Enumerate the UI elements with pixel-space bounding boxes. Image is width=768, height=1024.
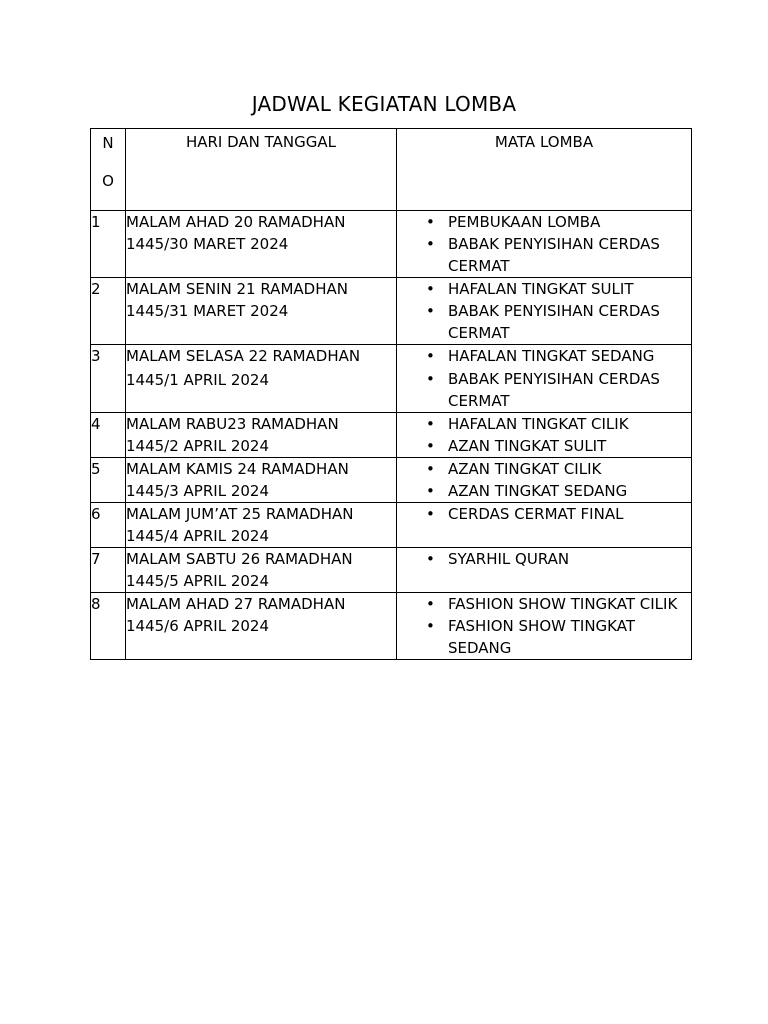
event-item: • AZAN TINGKAT SEDANG <box>448 480 691 502</box>
table-row <box>91 503 692 548</box>
event-item: • HAFALAN TINGKAT SEDANG <box>448 345 691 367</box>
table-row <box>91 278 692 345</box>
row-events <box>397 413 692 458</box>
event-item: • FASHION SHOW TINGKAT SEDANG <box>448 615 691 659</box>
row-day-line1: MALAM SABTU 26 RAMADHAN <box>126 550 353 568</box>
page-title: JADWAL KEGIATAN LOMBA <box>251 92 517 116</box>
row-day-line2: 1445/2 APRIL 2024 <box>126 437 269 455</box>
row-day-line1: MALAM SENIN 21 RAMADHAN <box>126 280 348 298</box>
event-item: • AZAN TINGKAT CILIK <box>448 458 691 480</box>
event-list <box>397 548 691 570</box>
event-list <box>397 413 691 457</box>
row-events <box>397 211 692 278</box>
event-item: • HAFALAN TINGKAT CILIK <box>448 413 691 435</box>
event-list <box>397 593 691 659</box>
row-number: 5 <box>91 458 126 503</box>
row-day <box>126 458 397 503</box>
row-day <box>126 593 397 660</box>
header-no <box>91 129 126 211</box>
event-item: • FASHION SHOW TINGKAT CILIK <box>448 593 691 615</box>
row-day <box>126 345 397 413</box>
header-day <box>126 129 397 211</box>
table-row <box>91 458 692 503</box>
row-events <box>397 278 692 345</box>
event-item: • BABAK PENYISIHAN CERDAS CERMAT <box>448 300 691 344</box>
row-number: 1 <box>91 211 126 278</box>
row-day-line2: 1445/1 APRIL 2024 <box>126 371 269 389</box>
row-day-line1: MALAM SELASA 22 RAMADHAN <box>126 347 361 365</box>
row-day-line1: MALAM RABU23 RAMADHAN <box>126 415 339 433</box>
row-number: 4 <box>91 413 126 458</box>
event-item: • HAFALAN TINGKAT SULIT <box>448 278 691 300</box>
event-list <box>397 503 691 525</box>
row-events <box>397 503 692 548</box>
event-item: • SYARHIL QURAN <box>448 548 691 570</box>
event-item: • AZAN TINGKAT SULIT <box>448 435 691 457</box>
event-item: • PEMBUKAAN LOMBA <box>448 211 691 233</box>
header-no-line2: O <box>102 172 114 190</box>
event-item: • BABAK PENYISIHAN CERDAS CERMAT <box>448 233 691 277</box>
row-day-line1: MALAM KAMIS 24 RAMADHAN <box>126 460 349 478</box>
event-item: • BABAK PENYISIHAN CERDAS CERMAT <box>448 368 691 412</box>
schedule-table <box>90 128 692 660</box>
row-day-line2: 1445/5 APRIL 2024 <box>126 572 269 590</box>
table-row <box>91 593 692 660</box>
row-events <box>397 458 692 503</box>
row-day-line1: MALAM AHAD 27 RAMADHAN <box>126 595 346 613</box>
event-list <box>397 345 691 412</box>
header-event <box>397 129 692 211</box>
row-day-line2: 1445/3 APRIL 2024 <box>126 482 269 500</box>
event-item: • CERDAS CERMAT FINAL <box>448 503 691 525</box>
row-events <box>397 548 692 593</box>
header-event-label: MATA LOMBA <box>494 133 594 151</box>
row-day-line2: 1445/31 MARET 2024 <box>126 302 289 320</box>
row-day-line2: 1445/4 APRIL 2024 <box>126 527 269 545</box>
row-number: 8 <box>91 593 126 660</box>
row-day <box>126 548 397 593</box>
row-number: 2 <box>91 278 126 345</box>
table-row <box>91 345 692 413</box>
event-list <box>397 458 691 502</box>
header-no-line1: N <box>102 134 114 152</box>
row-number: 6 <box>91 503 126 548</box>
table-header-row <box>91 129 692 211</box>
table-row <box>91 413 692 458</box>
row-events <box>397 345 692 413</box>
row-number: 7 <box>91 548 126 593</box>
row-day-line2: 1445/6 APRIL 2024 <box>126 617 269 635</box>
row-events <box>397 593 692 660</box>
row-day <box>126 278 397 345</box>
event-list <box>397 211 691 277</box>
table-row <box>91 211 692 278</box>
event-list <box>397 278 691 344</box>
header-day-label: HARI DAN TANGGAL <box>185 133 337 151</box>
row-day <box>126 503 397 548</box>
row-day <box>126 413 397 458</box>
row-day-line1: MALAM JUM’AT 25 RAMADHAN <box>126 505 354 523</box>
row-day <box>126 211 397 278</box>
row-day-line1: MALAM AHAD 20 RAMADHAN <box>126 213 346 231</box>
table-row <box>91 548 692 593</box>
row-day-line2: 1445/30 MARET 2024 <box>126 235 289 253</box>
row-number: 3 <box>91 345 126 413</box>
